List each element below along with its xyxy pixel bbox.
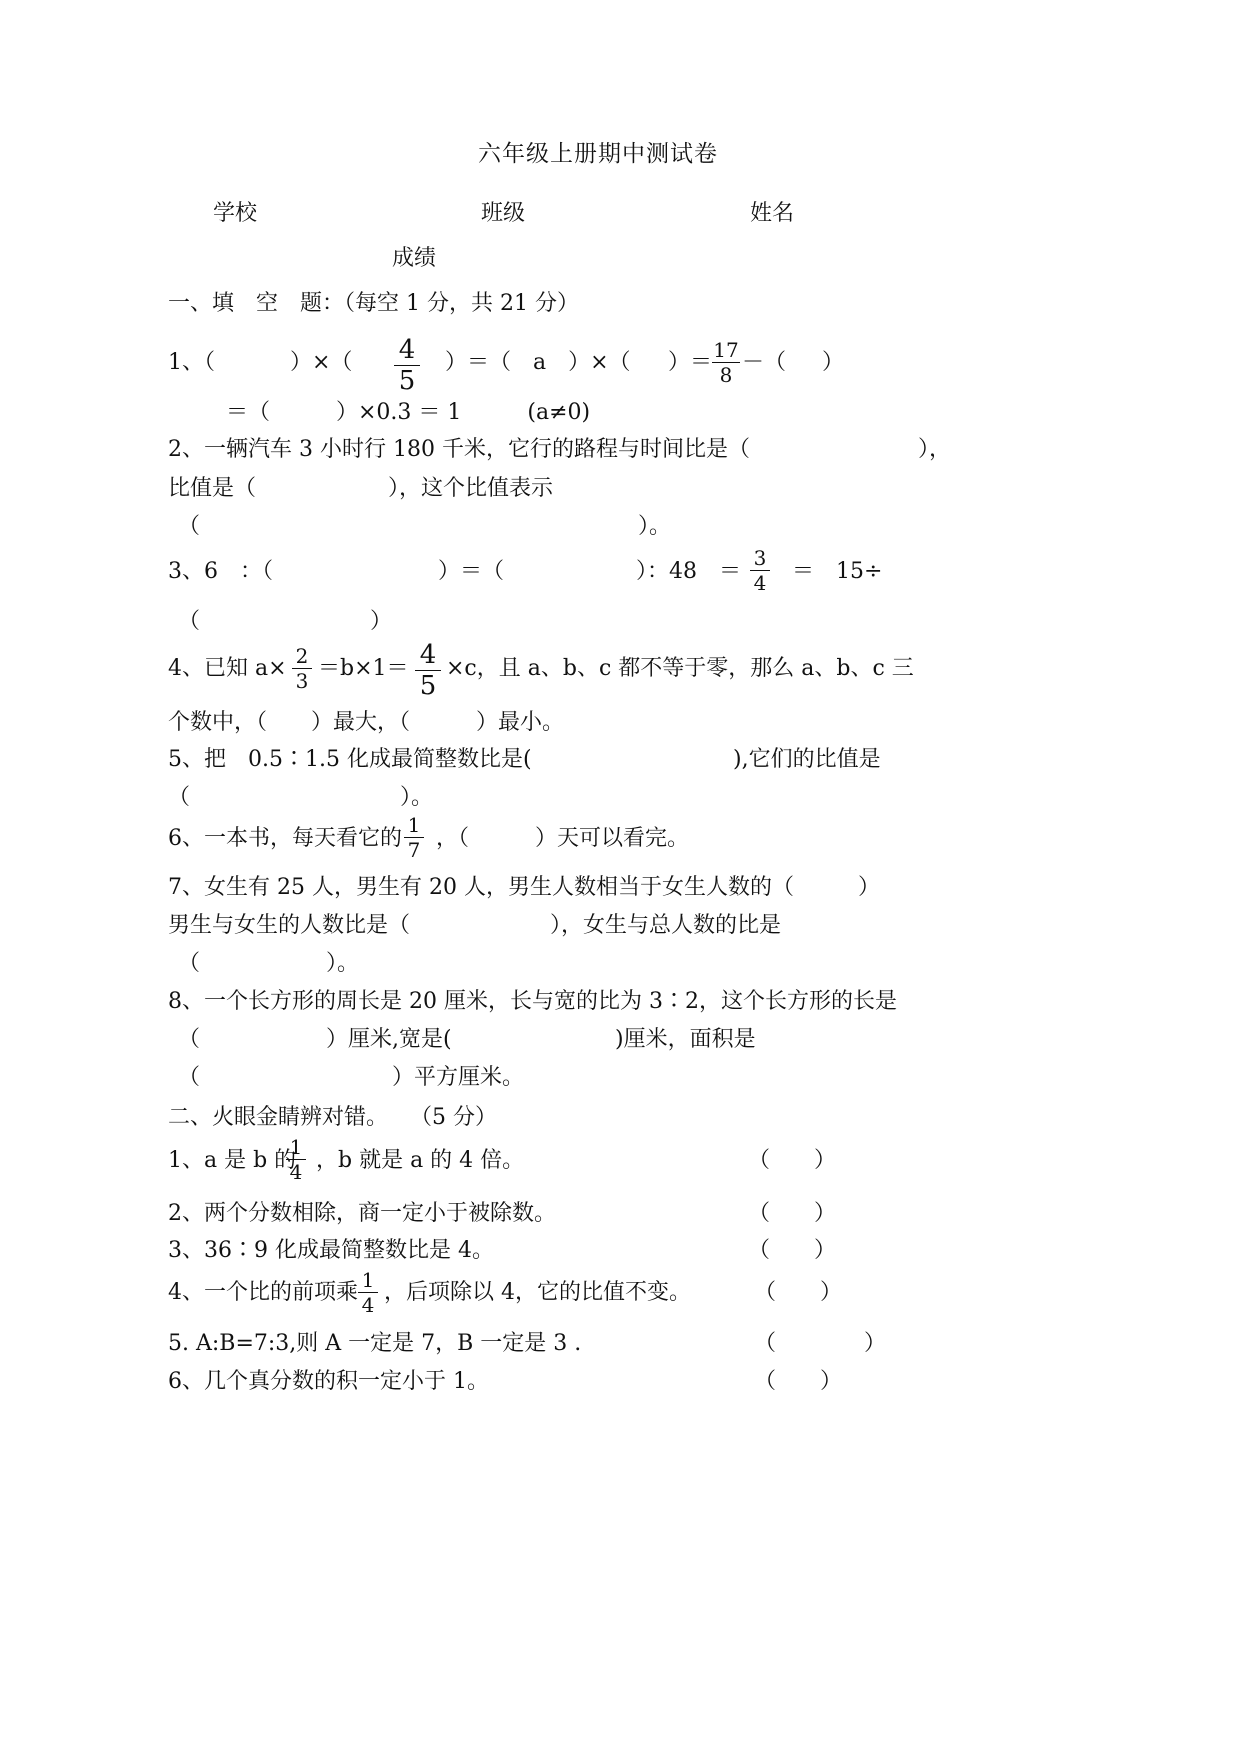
q1-part-c: ）＝（ a ）×（	[445, 350, 631, 375]
q5-line-1a: 5、把 0.5∶1.5 化成最简整数比是(	[168, 747, 532, 772]
q8-line-2c: )厘米，面积是	[615, 1027, 756, 1052]
judge-item-4-fraction-numerator: 1	[361, 1268, 375, 1292]
q2-line-3a: （	[178, 514, 201, 539]
judge-item-2-text: 2、两个分数相除，商一定小于被除数。	[168, 1201, 556, 1226]
section1-heading: 一、填 空 题：（每空 1 分，共 21 分）	[168, 291, 579, 316]
q8-line-3a: （	[178, 1065, 201, 1090]
judge-item-1-answer-paren: （ ）	[748, 1148, 837, 1173]
q1-fraction-1	[394, 337, 420, 394]
q1-fraction-2	[712, 340, 740, 385]
q3-fraction-denominator: 4	[753, 571, 767, 595]
judge-item-1-fraction-denominator: 4	[289, 1160, 303, 1184]
school-label: 学校	[213, 201, 258, 226]
q4-fraction-2-numerator: 4	[419, 640, 437, 670]
q4-part-a: 4、已知 a×	[168, 656, 287, 681]
judge-item-4-fraction	[358, 1270, 378, 1315]
q4-part-b: ＝b×1＝	[318, 656, 409, 681]
q4-part-c: ×c，且 a、b、c 都不等于零，那么 a、b、c 三	[446, 656, 914, 681]
q6-fraction	[404, 815, 424, 860]
q2-line-1a: 2、一辆汽车 3 小时行 180 千米，它行的路程与时间比是（	[168, 437, 750, 462]
q1-part-a: 1、（	[168, 350, 215, 375]
judge-item-1-text-a: 1、a 是 b 的	[168, 1148, 297, 1173]
q6-fraction-denominator: 7	[407, 838, 421, 862]
q1-part-d: ）＝	[668, 350, 713, 375]
judge-item-4-text-b: ，后项除以 4，它的比值不变。	[384, 1280, 691, 1305]
judge-item-4-text-a: 4、一个比的前项乘	[168, 1280, 358, 1305]
q7-line-3a: （	[178, 951, 201, 976]
q1-part-f: ）	[822, 350, 845, 375]
q3-part-c: ）：48 ＝	[636, 559, 741, 584]
page-title: 六年级上册期中测试卷	[478, 141, 718, 167]
q1-line-2: ＝（ ）×0.3 ＝ 1 (a≠0)	[226, 400, 591, 425]
section2-heading: 二、火眼金睛辨对错。 （5 分）	[168, 1105, 497, 1130]
q3-fraction-numerator: 3	[753, 546, 767, 570]
q4-fraction-1-numerator: 2	[295, 644, 309, 668]
judge-item-6-answer-paren: （ ）	[754, 1369, 843, 1394]
q5-line-1b: ),它们的比值是	[733, 747, 881, 772]
q2-line-1b: ），	[918, 437, 952, 462]
name-label: 姓名	[750, 201, 795, 226]
q1-fraction-1-denominator: 5	[398, 366, 416, 396]
class-label: 班级	[481, 201, 526, 226]
judge-item-2-answer-paren: （ ）	[748, 1201, 837, 1226]
judge-item-4-answer-paren: （ ）	[754, 1280, 843, 1305]
q6-part-b: ，（ ）天可以看完。	[436, 826, 690, 851]
judge-item-1-fraction-numerator: 1	[289, 1135, 303, 1159]
q6-part-a: 6、一本书，每天看它的	[168, 826, 402, 851]
q3-part-d: ＝ 15÷	[792, 559, 883, 584]
judge-item-3-text: 3、36∶9 化成最简整数比是 4。	[168, 1238, 494, 1263]
q1-fraction-2-numerator: 17	[713, 338, 739, 362]
q4-fraction-1-denominator: 3	[295, 669, 309, 693]
q3-fraction	[750, 548, 770, 593]
q6-fraction-numerator: 1	[407, 813, 421, 837]
q4-fraction-2-denominator: 5	[419, 671, 437, 701]
q7-line-1b: ）	[858, 875, 881, 900]
q8-line-1: 8、一个长方形的周长是 20 厘米，长与宽的比为 3∶2，这个长方形的长是	[168, 989, 897, 1014]
q7-line-2a: 男生与女生的人数比是（	[168, 913, 411, 938]
q3-part-a: 3、6 ：（	[168, 559, 273, 584]
q8-line-2a: （	[178, 1027, 201, 1052]
q2-line-2: 比值是（ ），这个比值表示	[168, 476, 554, 501]
judge-item-5-text: 5. A:B=7:3,则 A 一定是 7，B 一定是 3 .	[168, 1331, 582, 1356]
q4-line-2: 个数中，（ ）最大，（ ）最小。	[168, 710, 565, 735]
q8-line-2b: ）厘米,宽是(	[326, 1027, 452, 1052]
q4-fraction-2	[415, 642, 441, 699]
q5-line-2b: ）。	[400, 785, 434, 810]
judge-item-5-answer-paren: （ ）	[754, 1331, 887, 1356]
q1-fraction-1-numerator: 4	[398, 335, 416, 365]
q3-line-2a: （	[178, 609, 201, 634]
q8-line-3b: ）平方厘米。	[392, 1065, 525, 1090]
q3-part-b: ）＝（	[438, 559, 505, 584]
q1-part-e: －（	[742, 350, 787, 375]
q2-line-3b: ）。	[638, 514, 672, 539]
q4-fraction-1	[292, 646, 312, 691]
q1-part-b: ）×（	[290, 350, 353, 375]
q7-line-1a: 7、女生有 25 人，男生有 20 人，男生人数相当于女生人数的（	[168, 875, 794, 900]
score-label: 成绩	[392, 246, 437, 271]
q1-fraction-2-denominator: 8	[719, 363, 733, 387]
q7-line-3b: ）。	[326, 951, 360, 976]
judge-item-4-fraction-denominator: 4	[361, 1293, 375, 1317]
q5-line-2a: （	[168, 785, 191, 810]
q3-line-2b: ）	[370, 609, 393, 634]
q7-line-2b: ），女生与总人数的比是	[550, 913, 782, 938]
judge-item-3-answer-paren: （ ）	[748, 1238, 837, 1263]
judge-item-1-text-b: ，b 就是 a 的 4 倍。	[316, 1148, 525, 1173]
judge-item-1-fraction	[286, 1137, 306, 1182]
judge-item-6-text: 6、几个真分数的积一定小于 1。	[168, 1369, 489, 1394]
